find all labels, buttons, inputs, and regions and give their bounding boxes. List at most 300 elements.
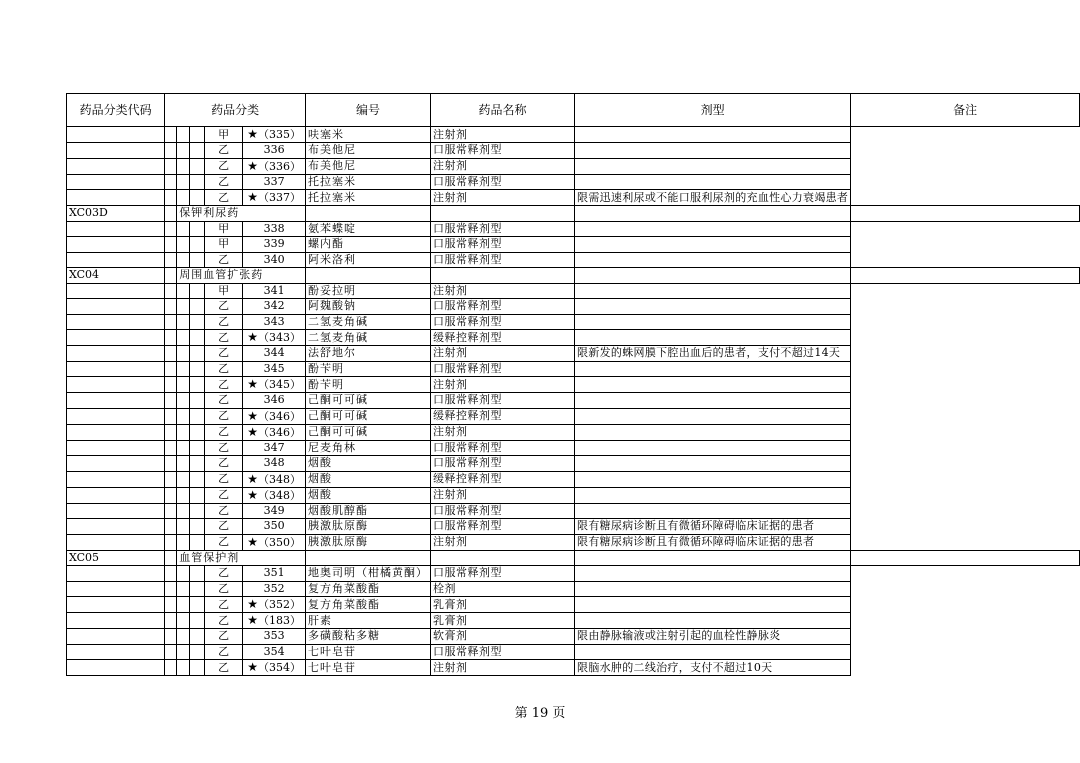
remark [575,237,851,253]
number-cell [243,174,306,190]
drug-number: （352） [257,598,301,611]
code-cell [67,487,165,503]
remark [575,613,851,629]
spacer-cell [177,283,190,299]
remark [575,644,851,660]
drug-number: 350 [263,519,285,533]
number-cell [243,361,306,377]
class-cell: 乙 [205,158,243,174]
header-note: 备注 [851,94,1080,127]
spacer-cell [190,534,205,550]
drug-number: （337） [257,191,301,204]
class-cell: 乙 [205,314,243,330]
drug-name: 己酮可可碱 [306,408,431,424]
spacer-cell [165,127,177,143]
code-cell [67,644,165,660]
dosage-form: 注射剂 [431,190,575,206]
star-icon: ★ [247,330,258,344]
dosage-form: 口服常释剂型 [431,644,575,660]
drug-name: 呋塞米 [306,127,431,143]
drug-name: 烟酸 [306,487,431,503]
drug-number: （335） [257,128,301,141]
class-cell: 乙 [205,456,243,472]
drug-row [67,597,1080,613]
dosage-form: 注射剂 [431,534,575,550]
class-cell: 乙 [205,190,243,206]
spacer-cell [177,127,190,143]
dosage-form: 口服常释剂型 [431,440,575,456]
spacer-cell [190,660,205,676]
spacer-cell [177,629,190,645]
spacer-cell [165,440,177,456]
spacer-cell [190,127,205,143]
remark: 限有糖尿病诊断且有微循环障碍临床证据的患者 [575,534,851,550]
drug-name: 酚苄明 [306,361,431,377]
spacer-cell [177,174,190,190]
drug-number: 342 [263,299,285,313]
drug-number: 346 [263,393,285,407]
spacer-cell [190,252,205,268]
remark [575,440,851,456]
code-cell [67,174,165,190]
spacer-cell [177,314,190,330]
drug-row [67,377,1080,393]
drug-row [67,143,1080,159]
drug-row [67,581,1080,597]
dosage-form: 口服常释剂型 [431,456,575,472]
drug-number: （348） [257,472,301,486]
spacer-cell [177,237,190,253]
spacer-cell [165,550,177,566]
drug-number: （346） [257,425,301,439]
code-cell [67,158,165,174]
spacer-cell [165,206,177,222]
drug-number: 336 [263,143,285,157]
header-name: 药品名称 [431,94,575,127]
number-cell [243,503,306,519]
remark: 限新发的蛛网膜下腔出血后的患者，支付不超过14天 [575,346,851,362]
drug-number: （343） [257,331,301,344]
spacer-cell [177,252,190,268]
drug-name: 己酮可可碱 [306,424,431,440]
spacer-cell [165,503,177,519]
drug-name: 多磺酸粘多糖 [306,629,431,645]
spacer-cell [177,158,190,174]
drug-number: 352 [263,581,285,595]
remark: 限脑水肿的二线治疗，支付不超过10天 [575,660,851,676]
drug-row [67,174,1080,190]
drug-row [67,127,1080,143]
spacer-cell [165,629,177,645]
remark [575,283,851,299]
spacer-cell [165,174,177,190]
star-icon: ★ [247,597,258,611]
class-cell: 乙 [205,252,243,268]
number-cell [243,613,306,629]
drug-name: 二氢麦角碱 [306,330,431,346]
dosage-form: 缓释控释剂型 [431,408,575,424]
form-cell [575,206,851,222]
star-icon: ★ [247,487,258,502]
code-cell [67,629,165,645]
number-cell [243,597,306,613]
code-cell [67,314,165,330]
class-cell: 甲 [205,283,243,299]
spacer-cell [177,143,190,159]
code-cell [67,471,165,487]
remark [575,143,851,159]
dosage-form: 注射剂 [431,377,575,393]
drug-catalog-table [66,93,1080,676]
spacer-cell [177,597,190,613]
dosage-form: 口服常释剂型 [431,143,575,159]
spacer-cell [177,487,190,503]
number-cell [243,221,306,237]
remark [575,252,851,268]
drug-name: 布美他尼 [306,143,431,159]
drug-name: 复方角菜酸酯 [306,581,431,597]
code-cell [67,440,165,456]
number-cell [306,550,431,566]
remark [575,424,851,440]
group-code: XC05 [67,550,165,566]
group-title: 血管保护剂 [177,550,306,566]
number-cell [243,158,306,174]
spacer-cell [177,393,190,409]
spacer-cell [190,283,205,299]
class-cell: 甲 [205,127,243,143]
number-cell [243,143,306,159]
drug-name: 二氢麦角碱 [306,314,431,330]
star-icon: ★ [247,613,258,627]
drug-number: 349 [263,503,285,517]
spacer-cell [165,252,177,268]
dosage-form: 注射剂 [431,346,575,362]
dosage-form: 口服常释剂型 [431,237,575,253]
spacer-cell [190,174,205,190]
class-cell: 乙 [205,361,243,377]
drug-number: 353 [263,629,285,643]
dosage-form: 口服常释剂型 [431,503,575,519]
code-cell [67,361,165,377]
code-cell [67,566,165,582]
class-cell: 乙 [205,346,243,362]
code-cell [67,330,165,346]
spacer-cell [190,456,205,472]
number-cell [243,377,306,393]
drug-row [67,252,1080,268]
drug-name: 己酮可可碱 [306,393,431,409]
group-code: XC04 [67,268,165,284]
drug-row [67,534,1080,550]
dosage-form: 注射剂 [431,127,575,143]
spacer-cell [190,629,205,645]
spacer-cell [190,330,205,346]
spacer-cell [190,644,205,660]
dosage-form: 口服常释剂型 [431,174,575,190]
star-icon: ★ [247,127,258,141]
number-cell [243,408,306,424]
drug-row [67,221,1080,237]
number-cell [243,487,306,503]
code-cell [67,221,165,237]
number-cell [306,268,431,284]
spacer-cell [165,534,177,550]
spacer-cell [190,377,205,393]
spacer-cell [165,283,177,299]
remark [575,487,851,503]
drug-row [67,330,1080,346]
drug-number: 343 [263,314,285,328]
name-cell [431,550,575,566]
header-category: 药品分类 [165,94,306,127]
drug-row [67,299,1080,315]
drug-number: （336） [257,159,301,173]
remark [575,503,851,519]
drug-number: 338 [263,221,285,235]
group-row [67,268,1080,284]
group-title: 周围血管扩张药 [177,268,306,284]
spacer-cell [177,503,190,519]
drug-number: 339 [263,237,285,251]
class-cell: 乙 [205,629,243,645]
drug-row [67,408,1080,424]
spacer-cell [190,221,205,237]
class-cell: 乙 [205,330,243,346]
drug-name: 烟酸肌醇酯 [306,503,431,519]
dosage-form: 口服常释剂型 [431,361,575,377]
drug-name: 托拉塞米 [306,190,431,206]
drug-row [67,424,1080,440]
drug-row [67,346,1080,362]
drug-row [67,190,1080,206]
drug-number: （345） [257,378,301,391]
number-cell [243,424,306,440]
drug-name: 螺内酯 [306,237,431,253]
group-code: XC03D [67,206,165,222]
drug-number: （348） [257,488,301,502]
spacer-cell [177,471,190,487]
dosage-form: 软膏剂 [431,629,575,645]
class-cell: 乙 [205,566,243,582]
table-header-row [67,94,1080,127]
spacer-cell [177,644,190,660]
code-cell [67,503,165,519]
star-icon: ★ [247,534,258,549]
code-cell [67,237,165,253]
spacer-cell [165,346,177,362]
spacer-cell [165,456,177,472]
class-cell: 乙 [205,581,243,597]
dosage-form: 注射剂 [431,660,575,676]
spacer-cell [190,314,205,330]
spacer-cell [165,613,177,629]
drug-row [67,566,1080,582]
drug-number: 354 [263,644,285,658]
spacer-cell [177,519,190,535]
spacer-cell [190,503,205,519]
spacer-cell [165,221,177,237]
remark [575,299,851,315]
spacer-cell [177,190,190,206]
header-form: 剂型 [575,94,851,127]
spacer-cell [165,377,177,393]
number-cell [243,471,306,487]
number-cell [243,330,306,346]
spacer-cell [177,299,190,315]
number-cell [243,644,306,660]
dosage-form: 注射剂 [431,487,575,503]
class-cell: 乙 [205,393,243,409]
header-code: 药品分类代码 [67,94,165,127]
class-cell: 甲 [205,237,243,253]
drug-row [67,487,1080,503]
spacer-cell [165,314,177,330]
dosage-form: 注射剂 [431,283,575,299]
code-cell [67,456,165,472]
number-cell [243,393,306,409]
spacer-cell [177,221,190,237]
name-cell [431,268,575,284]
spacer-cell [165,519,177,535]
drug-name: 地奥司明（柑橘黄酮） [306,566,431,582]
note-cell [851,206,1080,222]
spacer-cell [190,424,205,440]
spacer-cell [165,393,177,409]
code-cell [67,377,165,393]
dosage-form: 注射剂 [431,158,575,174]
drug-name: 胰激肽原酶 [306,534,431,550]
drug-name: 七叶皂苷 [306,644,431,660]
spacer-cell [165,660,177,676]
number-cell [243,314,306,330]
code-cell [67,613,165,629]
drug-row [67,393,1080,409]
remark [575,566,851,582]
drug-row [67,314,1080,330]
drug-name: 阿魏酸钠 [306,299,431,315]
spacer-cell [165,581,177,597]
star-icon: ★ [247,408,258,423]
drug-name: 氨苯蝶啶 [306,221,431,237]
drug-name: 复方角菜酸酯 [306,597,431,613]
number-cell [243,566,306,582]
class-cell: 乙 [205,597,243,613]
drug-number: 340 [263,252,285,266]
dosage-form: 栓剂 [431,581,575,597]
name-cell [431,206,575,222]
drug-number: 348 [263,456,285,470]
number-cell [243,519,306,535]
header-number: 编号 [306,94,431,127]
drug-number: （346） [257,409,301,423]
number-cell [306,206,431,222]
class-cell: 乙 [205,377,243,393]
spacer-cell [177,361,190,377]
remark: 限由静脉输液或注射引起的血栓性静脉炎 [575,629,851,645]
spacer-cell [165,566,177,582]
class-cell: 乙 [205,519,243,535]
drug-row [67,158,1080,174]
remark [575,408,851,424]
dosage-form: 乳膏剂 [431,597,575,613]
dosage-form: 口服常释剂型 [431,252,575,268]
drug-row [67,519,1080,535]
remark: 限有糖尿病诊断且有微循环障碍临床证据的患者 [575,519,851,535]
star-icon: ★ [247,424,258,439]
number-cell [243,456,306,472]
spacer-cell [177,330,190,346]
code-cell [67,299,165,315]
drug-row [67,456,1080,472]
spacer-cell [165,158,177,174]
number-cell [243,629,306,645]
drug-row [67,237,1080,253]
class-cell: 乙 [205,534,243,550]
form-cell [575,268,851,284]
spacer-cell [190,346,205,362]
remark [575,456,851,472]
spacer-cell [190,487,205,503]
drug-number: 351 [263,566,285,580]
dosage-form: 口服常释剂型 [431,221,575,237]
remark [575,581,851,597]
spacer-cell [165,471,177,487]
drug-name: 烟酸 [306,471,431,487]
spacer-cell [165,299,177,315]
drug-row [67,644,1080,660]
spacer-cell [177,440,190,456]
remark [575,377,851,393]
remark: 限需迅速利尿或不能口服利尿剂的充血性心力衰竭患者 [575,190,851,206]
number-cell [243,534,306,550]
spacer-cell [190,519,205,535]
spacer-cell [190,190,205,206]
spacer-cell [177,581,190,597]
number-cell [243,581,306,597]
code-cell [67,252,165,268]
note-cell [851,550,1080,566]
code-cell [67,143,165,159]
star-icon: ★ [247,471,258,486]
group-title: 保钾利尿药 [177,206,306,222]
spacer-cell [190,581,205,597]
dosage-form: 缓释控释剂型 [431,471,575,487]
code-cell [67,660,165,676]
code-cell [67,393,165,409]
remark [575,174,851,190]
remark [575,393,851,409]
dosage-form: 口服常释剂型 [431,566,575,582]
spacer-cell [190,158,205,174]
code-cell [67,519,165,535]
code-cell [67,424,165,440]
spacer-cell [165,330,177,346]
drug-name: 酚妥拉明 [306,283,431,299]
spacer-cell [190,613,205,629]
spacer-cell [165,644,177,660]
remark [575,158,851,174]
star-icon: ★ [247,158,258,173]
drug-name: 尼麦角林 [306,440,431,456]
class-cell: 乙 [205,503,243,519]
code-cell [67,581,165,597]
code-cell [67,127,165,143]
spacer-cell [177,456,190,472]
drug-number: 341 [263,283,285,297]
code-cell [67,190,165,206]
code-cell [67,408,165,424]
